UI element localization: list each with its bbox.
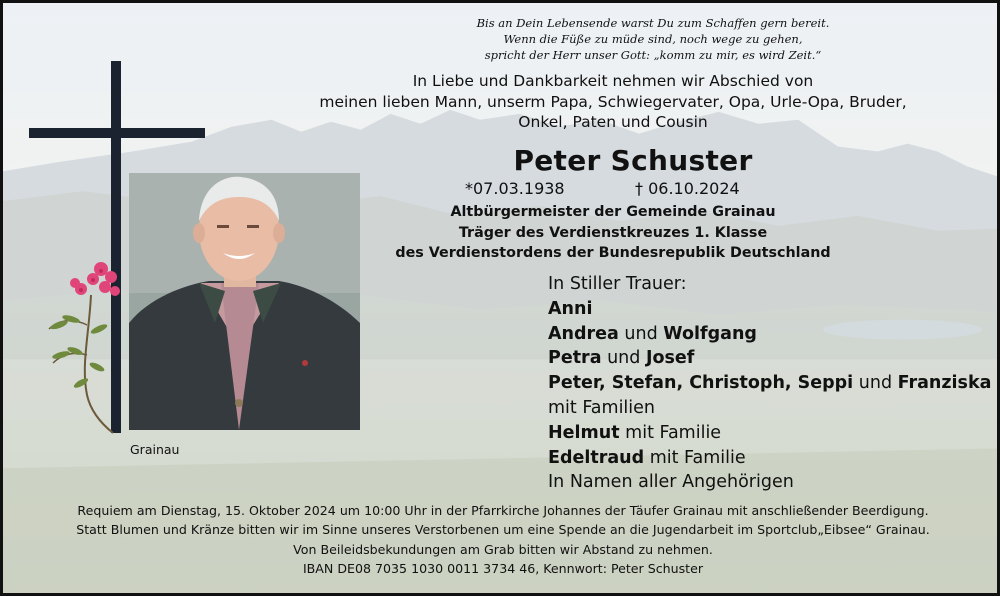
memorial-verse	[333, 15, 973, 63]
verse-line: Bis an Dein Lebensende warst Du zum Schaffen gern bereit.	[476, 16, 830, 30]
mourner-name: Wolfgang	[663, 323, 757, 344]
photo-caption: Grainau	[130, 442, 180, 457]
mourners-closing: In Namen aller Angehörigen	[548, 472, 794, 493]
honor-line: Altbürgermeister der Gemeinde Grainau	[450, 204, 776, 220]
mourner-name: Anni	[548, 298, 593, 319]
mourner-name: Josef	[645, 348, 695, 369]
mourner-name: Andrea	[548, 323, 619, 344]
honor-line: des Verdienstordens der Bundesrepublik Deutschland	[395, 245, 831, 261]
conjunction: und	[607, 348, 641, 369]
verse-line: Wenn die Füße zu müde sind, noch wege zu gehen,	[503, 32, 803, 46]
mourner-name: Petra	[548, 348, 602, 369]
mourner-line	[548, 322, 991, 347]
death-date: † 06.10.2024	[635, 179, 740, 198]
intro-line: Onkel, Paten und Cousin	[518, 113, 708, 131]
mourners-heading: In Stiller Trauer:	[548, 274, 687, 294]
intro-line: In Liebe und Dankbarkeit nehmen wir Abschied von	[412, 72, 814, 90]
alpine-rose-icon	[41, 255, 127, 435]
honors-block	[383, 202, 843, 264]
mourner-line	[548, 346, 991, 371]
intro-line: meinen lieben Mann, unserm Papa, Schwiegervater, Opa, Urle-Opa, Bruder,	[319, 92, 907, 111]
farewell-intro	[253, 71, 973, 133]
conjunction: und	[624, 323, 658, 344]
conjunction: und	[858, 373, 893, 394]
condolence-line: Von Beileidsbekundungen am Grab bitten wir Abstand zu nehmen.	[293, 541, 713, 557]
service-details	[13, 501, 993, 579]
mourner-name: Peter, Stefan, Christoph, Seppi	[548, 373, 854, 394]
mourner-name: Franziska	[897, 373, 992, 394]
verse-line: spricht der Herr unser Gott: „komm zu mir, es wird Zeit.“	[484, 48, 822, 62]
mourner-suffix: mit Familie	[625, 422, 722, 443]
requiem-line: Requiem am Dienstag, 15. Oktober 2024 um 10:00 Uhr in der Pfarrkirche Johannes der Täufer Grainau mit anschließender Beerdigung.	[77, 503, 929, 518]
mourner-line	[548, 371, 991, 396]
birth-date: *07.03.1938	[465, 179, 565, 198]
mourner-line: mit Familien	[548, 397, 656, 418]
mourners-list	[548, 272, 991, 495]
mourner-name: Helmut	[548, 422, 620, 443]
portrait-photo	[129, 173, 360, 430]
honor-line: Träger des Verdienstkreuzes 1. Klasse	[458, 224, 768, 241]
mourner-line	[548, 421, 991, 446]
mourner-line	[548, 297, 991, 322]
iban-line: IBAN DE08 7035 1030 0011 3734 46, Kennwort: Peter Schuster	[302, 561, 704, 577]
mourner-name: Edeltraud	[548, 447, 645, 468]
deceased-name: Peter Schuster	[513, 144, 753, 177]
mourner-line	[548, 446, 991, 471]
mourner-suffix: mit Familie	[649, 447, 746, 468]
donation-line: Statt Blumen und Kränze bitten wir im Sinne unseres Verstorbenen um eine Spende an die Jugendarbeit im Sportclub„Eibsee“ Grainau.	[76, 522, 930, 538]
